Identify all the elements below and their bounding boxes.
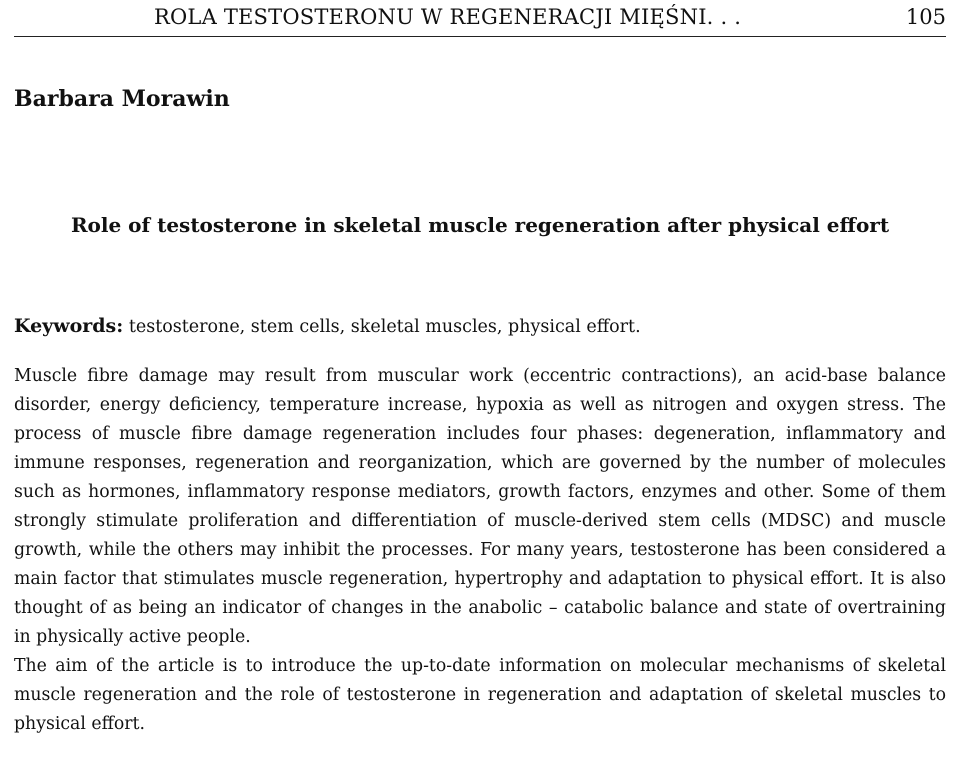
- keywords-text: testosterone, stem cells, skeletal muscles, physical effort.: [128, 317, 641, 337]
- article-title: Role of testosterone in skeletal muscle regeneration after physical effort: [70, 213, 890, 237]
- paper-page: [14, 0, 946, 775]
- abstract: [14, 362, 946, 739]
- author-name: Barbara Morawin: [14, 86, 230, 112]
- running-title: ROLA TESTOSTERONU W REGENERACJI MIĘŚNI. . .: [154, 5, 742, 29]
- keywords-line: [14, 312, 641, 341]
- abstract-paragraph-1: Muscle fibre damage may result from muscular work (eccentric contractions), an acid-base balance disorder, energy deficiency, temperature increase, hypoxia as well as nitrogen and oxygen stress. The process of muscle fibre damage regeneration includes four phases: degeneration, inflammatory and immune responses, regeneration and reorganization, which are governed by the number of molecules such as hormones, inflammatory response mediators, growth factors, enzymes and other. Some of them strongly stimulate proliferation and differentiation of muscle-derived stem cells (MDSC) and muscle growth, while the others may inhibit the processes. For many years, testosterone has been considered a main factor that stimulates muscle regeneration, hypertrophy and adaptation to physical effort. It is also thought of as being an indicator of changes in the anabolic – catabolic balance and state of overtraining in physically active people.: [14, 366, 946, 647]
- abstract-paragraph-2: The aim of the article is to introduce the up-to-date information on molecular mechanisms of skeletal muscle regeneration and the role of testosterone in regeneration and adaptation of skeletal muscles to physical effort.: [14, 656, 946, 734]
- keywords-label: Keywords:: [14, 315, 124, 337]
- page-number: 105: [905, 5, 946, 29]
- running-head: [14, 2, 946, 37]
